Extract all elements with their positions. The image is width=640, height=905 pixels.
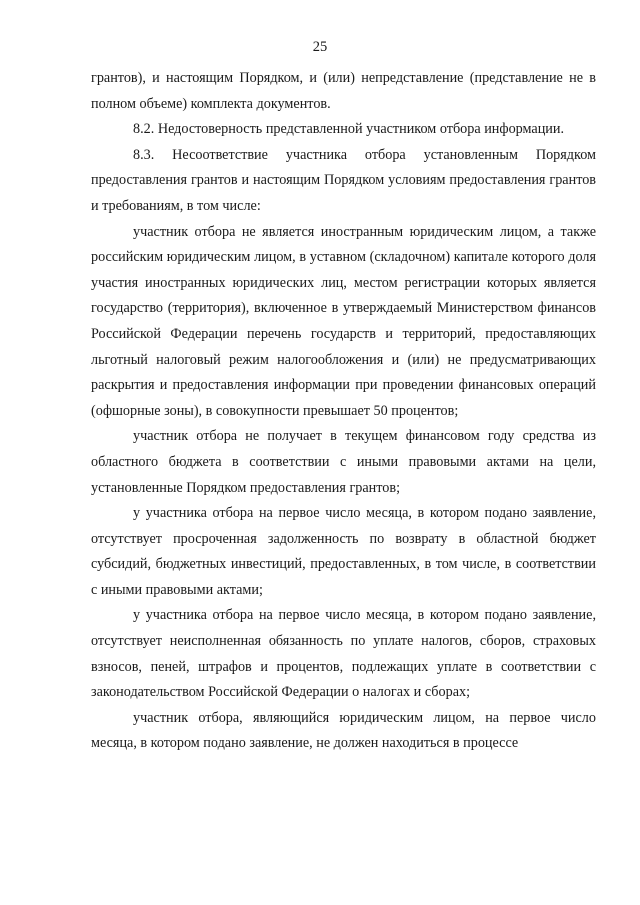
paragraph-no-overdue-debt: у участника отбора на первое число месяца, в котором подано заявление, отсутствует просроченная задолженность по возврату в областной бюджет субсидий, бюджетных инвестиций, предоставленных, в том числе, в соответствии с иными правовыми актами; [91,505,596,598]
paragraph-no-regional-funds: участник отбора не получает в текущем финансовом году средства из областного бюджета в соответствии с иными правовыми актами на цели, установленные Порядком предоставления грантов; [91,428,596,496]
paragraph-continuation: грантов), и настоящим Порядком, и (или) непредставление (представление не в полном объеме) комплекта документов. [91,70,596,112]
paragraph-foreign-entity: участник отбора не является иностранным юридическим лицом, а также российским юридическим лицом, в уставном (складочном) капитале которого доля участия иностранных юридических лиц, местом регистрации которых является государство (территория), включенное в утверждаемый Министерством финансов Российской Федерации перечень государств и территорий, предоставляющих льготный налоговый режим налогообложения и (или) не предусматривающих раскрытия и предоставления информации при проведении финансовых операций (офшорные зоны), в совокупности превышает 50 процентов; [91,223,596,419]
paragraph-no-tax-debt: у участника отбора на первое число месяца, в котором подано заявление, отсутствует неисполненная обязанность по уплате налогов, сборов, страховых взносов, пеней, штрафов и процентов, подлежащих уплате в соответствии с законодательством Российской Федерации о налогах и сборах; [91,607,596,701]
paragraph-legal-entity-status: участник отбора, являющийся юридическим лицом, на первое число месяца, в котором подано заявление, не должен находиться в процессе [91,709,596,752]
document-body [91,66,596,757]
page-number: 25 [312,39,328,55]
paragraph-8-2: 8.2. Недостоверность представленной участником отбора информации. [133,121,565,138]
paragraph-8-3: 8.3. Несоответствие участника отбора установленным Порядком предоставления грантов и настоящим Порядком условиям предоставления грантов и требованиям, в том числе: [91,146,596,214]
